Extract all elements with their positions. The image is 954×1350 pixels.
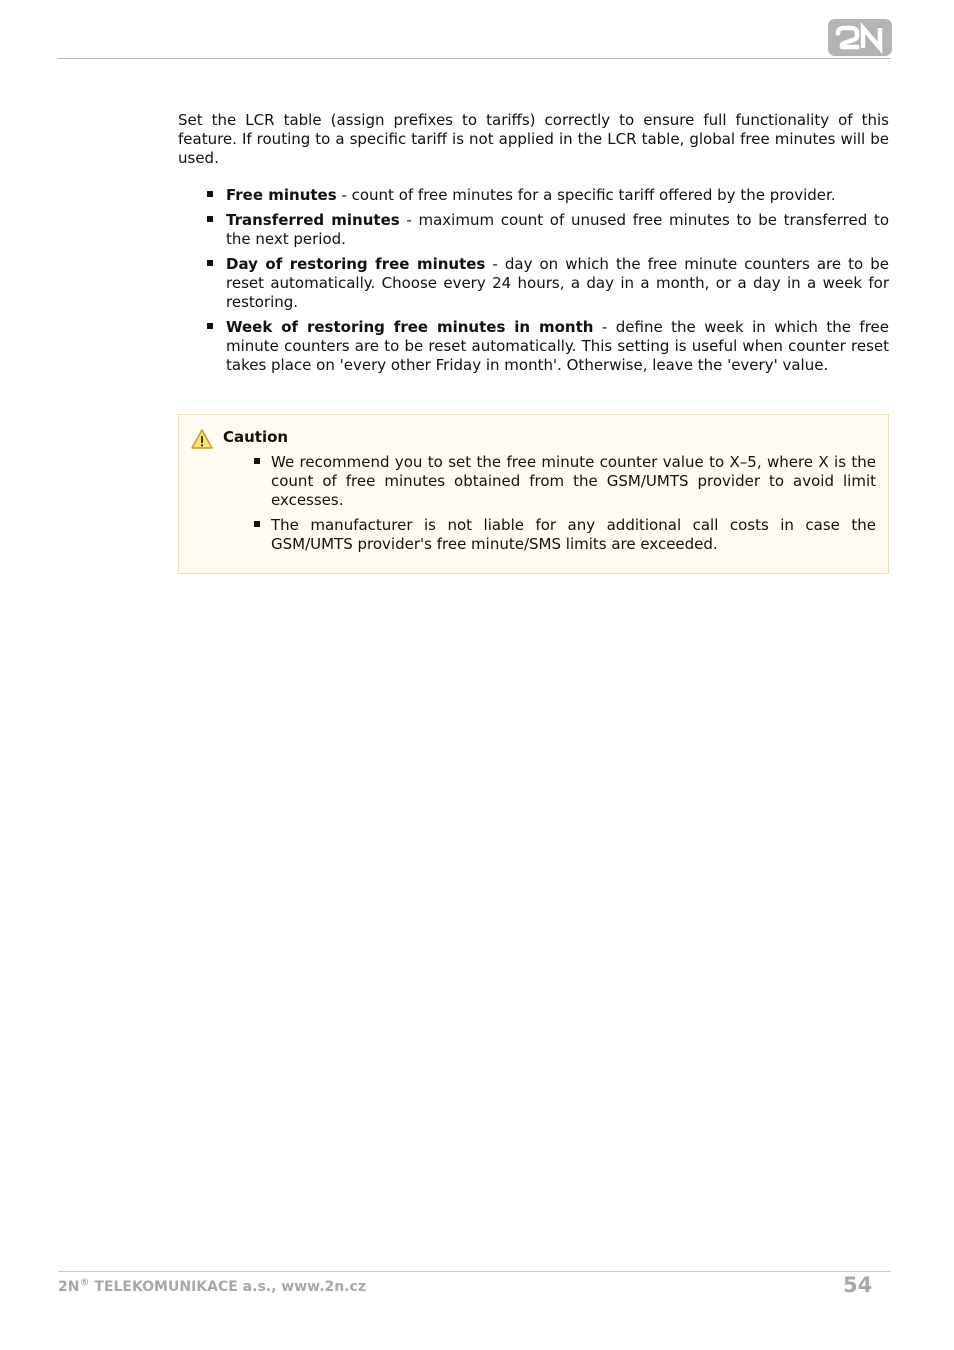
warning-triangle-icon <box>191 428 213 450</box>
footer-divider <box>58 1271 891 1272</box>
footer-company <box>58 1279 366 1295</box>
list-item-transferred-minutes <box>178 211 889 249</box>
settings-list <box>178 186 889 375</box>
term: Transferred minutes <box>226 211 400 229</box>
caution-item: The manufacturer is not liable for any additional call costs in case the GSM/UMTS provider's free minute/SMS limits are exceeded. <box>223 516 876 554</box>
footer-brand: 2N <box>58 1279 80 1295</box>
main-content <box>178 111 889 381</box>
caution-list <box>223 453 876 560</box>
logo-2n-icon <box>828 19 892 56</box>
footer-company-text: TELEKOMUNIKACE a.s., www.2n.cz <box>89 1279 366 1295</box>
list-item-week-of-restoring <box>178 318 889 375</box>
description: - define the week in which the free minute counters are to be reset automatically. This setting is useful when counter reset takes place on 'every other Friday in month'. Otherwise, leave the 'every' value. <box>226 318 889 374</box>
caution-title: Caution <box>223 428 289 446</box>
page-number: 54 <box>843 1273 873 1297</box>
caution-item: We recommend you to set the free minute counter value to X–5, where X is the count of free minutes obtained from the GSM/UMTS provider to avoid limit excesses. <box>223 453 876 510</box>
header-divider <box>58 58 891 59</box>
term: Day of restoring free minutes <box>226 255 486 273</box>
description: - maximum count of unused free minutes to be transferred to the next period. <box>226 211 889 248</box>
description: - day on which the free minute counters are to be reset automatically. Choose every 24 hours, a day in a month, or a day in a week for restoring. <box>226 255 889 311</box>
description: - count of free minutes for a specific tariff offered by the provider. <box>336 186 836 204</box>
list-item-day-of-restoring <box>178 255 889 312</box>
brand-logo <box>828 19 892 56</box>
term: Week of restoring free minutes in month <box>226 318 594 336</box>
registered-mark: ® <box>79 1277 90 1289</box>
list-item-free-minutes <box>178 186 889 205</box>
intro-paragraph: Set the LCR table (assign prefixes to tariffs) correctly to ensure full functionality of this feature. If routing to a specific tariff is not applied in the LCR table, global free minutes will be used. <box>178 111 889 167</box>
caution-box <box>178 414 889 574</box>
term: Free minutes <box>226 186 337 204</box>
